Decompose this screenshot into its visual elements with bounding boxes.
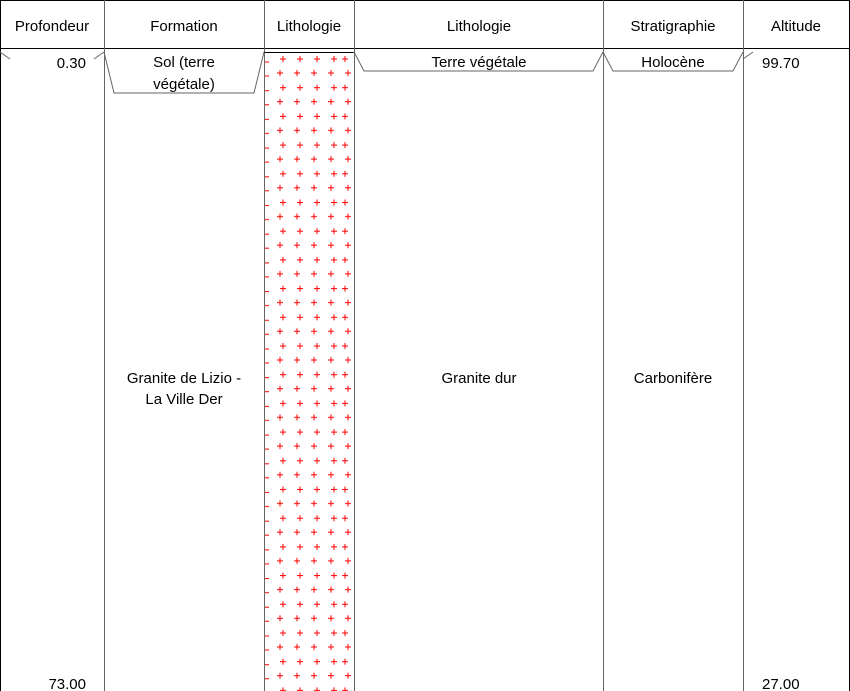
stratigraphy-granite: Carbonifère (633, 370, 713, 387)
granite-pattern-fill (265, 55, 354, 691)
header-altitude: Altitude (770, 18, 822, 35)
depth-top-value: 0.30 (56, 55, 86, 72)
altitude-boundary-tick (743, 52, 753, 59)
lithology-granite: Granite dur (441, 370, 517, 387)
header-lithologie-pattern: Lithologie (276, 18, 342, 35)
lithology-soil: Terre végétale (431, 54, 527, 71)
depth-boundary-tick (0, 52, 10, 59)
depth-bottom-value: 73.00 (48, 676, 86, 691)
formation-soil-line2: végétale) (153, 76, 215, 93)
header-formation: Formation (150, 18, 218, 35)
depth-boundary-tick (94, 52, 104, 59)
stratigraphy-soil: Holocène (641, 54, 705, 71)
header-profondeur: Profondeur (14, 18, 90, 35)
formation-granite-line1: Granite de Lizio - (126, 370, 242, 387)
header-stratigraphie: Stratigraphie (630, 18, 716, 35)
formation-granite-line2: La Ville Der (145, 391, 223, 408)
altitude-top-value: 99.70 (762, 55, 800, 72)
header-lithologie: Lithologie (446, 18, 512, 35)
altitude-bottom-value: 27.00 (762, 676, 800, 691)
formation-soil-line1: Sol (terre (153, 54, 215, 71)
log-frame (1, 1, 850, 691)
